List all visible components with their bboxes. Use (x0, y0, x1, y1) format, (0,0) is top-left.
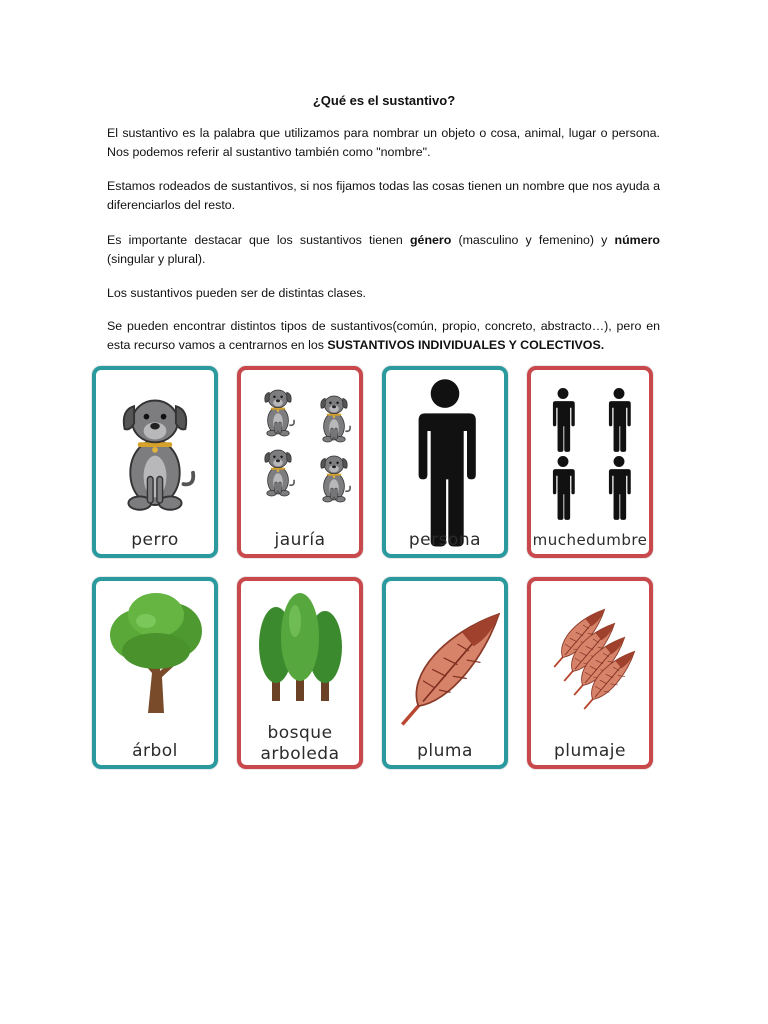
dog-icon (96, 370, 214, 554)
card-word: perro (131, 530, 179, 550)
dog-pack-icon (241, 370, 359, 554)
p3-text-e: (singular y plural). (107, 252, 206, 266)
paragraph-definition: El sustantivo es la palabra que utilizamos para nombrar un objeto o cosa, animal, lugar o persona. Nos podemos referir al sustantivo también como "nombre". (107, 126, 660, 159)
card-arbol (92, 577, 218, 769)
card-word: jauría (274, 530, 326, 550)
card-pluma (382, 577, 508, 769)
paragraph-classes: Los sustantivos pueden ser de distintas clases. (107, 286, 366, 300)
p5-bold-individual-collective: SUSTANTIVOS INDIVIDUALES Y COLECTIVOS. (327, 338, 605, 352)
card-word-2: arboleda (260, 744, 340, 764)
card-word: pluma (417, 741, 473, 761)
paragraph-types (107, 317, 660, 355)
card-word: árbol (132, 741, 178, 761)
p5-text-a: Se pueden encontrar distintos tipos de sustantivos(común, propio, concreto, abstracto…), pero en esta recurso vamos a centrarnos en los (107, 319, 660, 352)
p3-text-c: (masculino y femenino) y (451, 233, 615, 247)
feather-icon (386, 581, 504, 765)
card-word: persona (408, 530, 482, 550)
feathers-icon (531, 581, 649, 765)
p3-bold-number: número (614, 233, 660, 247)
card-word: plumaje (554, 741, 626, 761)
card-persona (382, 366, 508, 558)
tree-icon (96, 581, 214, 765)
card-word-1: bosque (267, 723, 333, 743)
card-word: muchedumbre (532, 531, 648, 549)
card-bosque (237, 577, 363, 769)
card-plumaje (527, 577, 653, 769)
crowd-icon (531, 370, 649, 554)
paragraph-surrounded: Estamos rodeados de sustantivos, si nos fijamos todas las cosas tienen un nombre que nos ayuda a diferenciarlos del resto. (107, 179, 660, 212)
card-muchedumbre (527, 366, 653, 558)
paragraph-gender-number (107, 231, 660, 269)
p3-text-a: Es importante destacar que los sustantivos tienen (107, 233, 410, 247)
person-icon (386, 370, 504, 554)
card-jauria (237, 366, 363, 558)
p3-bold-gender: género (409, 233, 452, 247)
card-perro (92, 366, 218, 558)
page-title: ¿Qué es el sustantivo? (312, 93, 456, 108)
